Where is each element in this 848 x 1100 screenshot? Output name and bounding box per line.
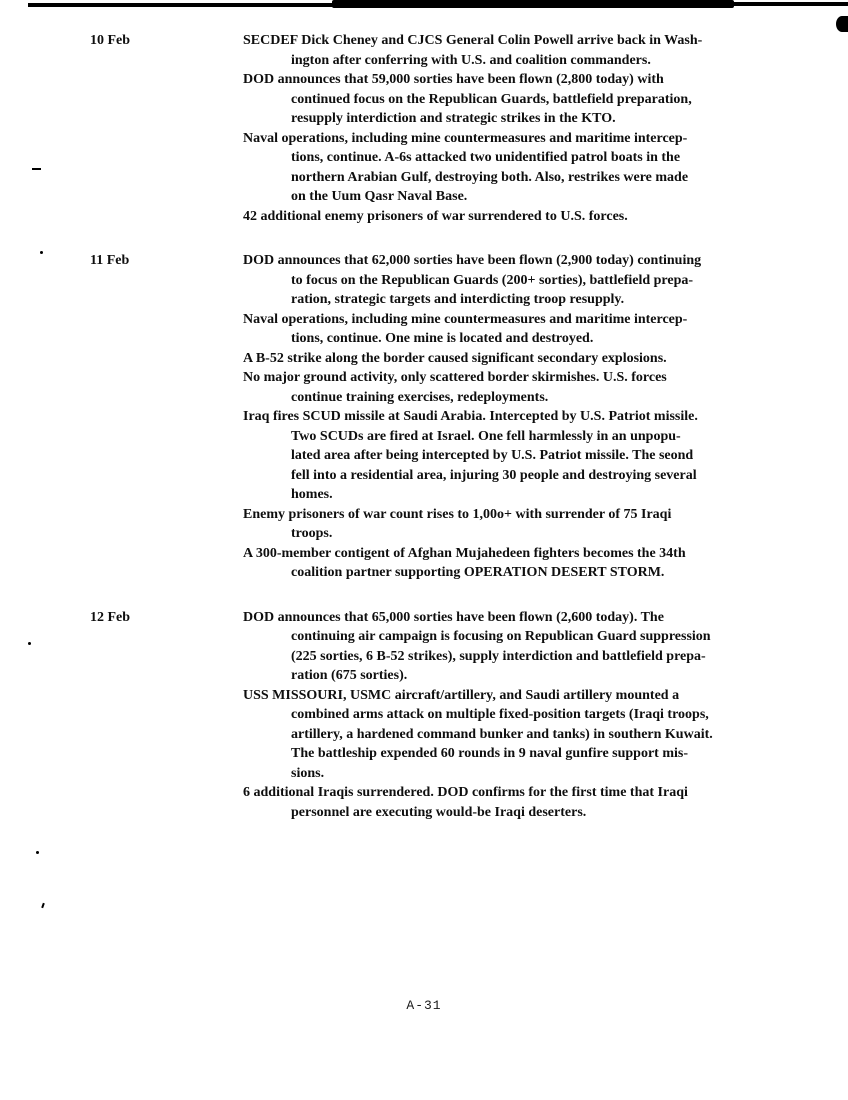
text-line: lated area after being intercepted by U.S. Patriot missile. The seond	[291, 448, 694, 463]
text-line: troops.	[291, 526, 333, 541]
scan-speck	[36, 851, 39, 854]
text-line: SECDEF Dick Cheney and CJCS General Colin Powell arrive back in Wash-	[243, 33, 703, 48]
chronology-item	[243, 608, 848, 686]
text-line: on the Uum Qasr Naval Base.	[291, 189, 468, 204]
text-line: fell into a residential area, injuring 30 people and destroying several	[291, 467, 697, 483]
page-number: A-31	[406, 998, 442, 1013]
text-line: (225 sorties, 6 B-52 strikes), supply interdiction and battlefield prepa-	[291, 648, 706, 664]
text-line: A B-52 strike along the border caused significant secondary explosions.	[243, 350, 667, 366]
entry-items	[243, 251, 848, 583]
text-line: coalition partner supporting OPERATION DESERT STORM.	[291, 565, 665, 580]
text-line: ration (675 sorties).	[291, 668, 408, 683]
scan-artifact-corner-blob	[836, 16, 848, 32]
chronology-item	[243, 544, 848, 583]
text-line: Two SCUDs are fired at Israel. One fell harmlessly in an unpopu-	[291, 428, 681, 444]
text-line: resupply interdiction and strategic strikes in the KTO.	[291, 111, 616, 126]
chronology-entry	[0, 608, 848, 823]
text-line: 6 additional Iraqis surrendered. DOD confirms for the first time that Iraqi	[243, 785, 688, 800]
scan-artifact-top-bar	[28, 3, 338, 7]
text-line: homes.	[291, 487, 333, 502]
text-line: A 300-member contigent of Afghan Mujahedeen fighters becomes the 34th	[243, 545, 686, 561]
chronology-item	[243, 686, 848, 784]
entry-date: 12 Feb	[90, 609, 131, 625]
scan-speck	[41, 903, 45, 908]
text-line: northern Arabian Gulf, destroying both. Also, restrikes were made	[291, 169, 689, 185]
text-line: continued focus on the Republican Guards, battlefield preparation,	[291, 91, 692, 107]
text-line: DOD announces that 62,000 sorties have been flown (2,900 today) continuing	[243, 253, 702, 268]
text-line: Naval operations, including mine countermeasures and maritime intercep-	[243, 130, 688, 146]
text-line: sions.	[291, 765, 325, 781]
chronology-entry	[0, 31, 848, 226]
chronology-item	[243, 310, 848, 349]
chronology-item	[243, 70, 848, 129]
text-line: continue training exercises, redeployments.	[291, 389, 549, 405]
text-line: personnel are executing would-be Iraqi deserters.	[291, 804, 587, 820]
chronology-item	[243, 251, 848, 310]
text-line: tions, continue. One mine is located and destroyed.	[291, 331, 594, 346]
text-line: tions, continue. A-6s attacked two unidentified patrol boats in the	[291, 150, 681, 165]
text-line: Enemy prisoners of war count rises to 1,00o+ with surrender of 75 Iraqi	[243, 506, 672, 522]
text-line: artillery, a hardened command bunker and tanks) in southern Kuwait.	[291, 726, 713, 742]
text-line: Naval operations, including mine countermeasures and maritime intercep-	[243, 311, 688, 327]
text-line: DOD announces that 59,000 sorties have been flown (2,800 today) with	[243, 72, 664, 87]
text-line: No major ground activity, only scattered border skirmishes. U.S. forces	[243, 370, 667, 385]
chronology-item	[243, 783, 848, 822]
chronology-item	[243, 407, 848, 505]
chronology-item	[243, 349, 848, 369]
scan-artifact-top-bar	[332, 0, 734, 8]
text-line: ington after conferring with U.S. and coalition commanders.	[291, 52, 651, 68]
entry-items	[243, 31, 848, 226]
chronology-item	[243, 129, 848, 207]
entry-items	[243, 608, 848, 823]
text-line: combined arms attack on multiple fixed-position targets (Iraqi troops,	[291, 707, 709, 722]
text-line: The battleship expended 60 rounds in 9 naval gunfire support mis-	[291, 746, 689, 761]
scan-speck	[28, 642, 31, 645]
scan-speck	[32, 168, 41, 170]
entry-date: 10 Feb	[90, 33, 131, 48]
chronology-item	[243, 505, 848, 544]
text-line: to focus on the Republican Guards (200+ sorties), battlefield prepa-	[291, 272, 694, 288]
text-line: continuing air campaign is focusing on Republican Guard suppression	[291, 629, 711, 644]
scan-speck	[40, 251, 43, 254]
chronology-item	[243, 207, 848, 227]
entry-date: 11 Feb	[90, 253, 130, 268]
scan-artifact-top-bar	[728, 2, 848, 6]
text-line: DOD announces that 65,000 sorties have been flown (2,600 today). The	[243, 609, 664, 625]
chronology-item	[243, 368, 848, 407]
text-line: USS MISSOURI, USMC aircraft/artillery, and Saudi artillery mounted a	[243, 687, 680, 703]
text-line: ration, strategic targets and interdicting troop resupply.	[291, 292, 625, 307]
chronology-item	[243, 31, 848, 70]
chronology-entry	[0, 251, 848, 583]
text-line: 42 additional enemy prisoners of war surrendered to U.S. forces.	[243, 208, 628, 224]
text-line: Iraq fires SCUD missile at Saudi Arabia. Intercepted by U.S. Patriot missile.	[243, 409, 698, 424]
